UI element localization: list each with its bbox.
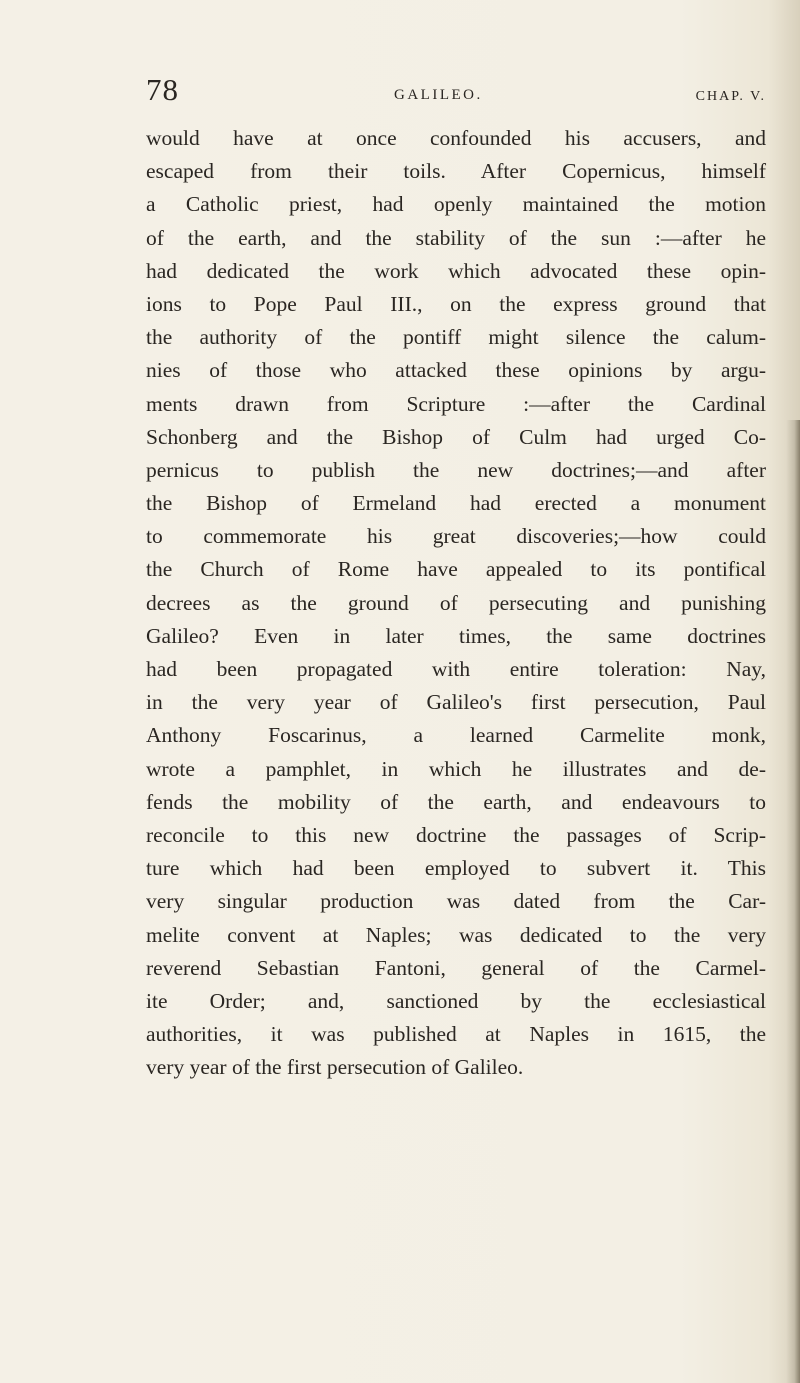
body-paragraph <box>146 122 766 1084</box>
text-line: Galileo? Even in later times, the same doctrines <box>146 623 766 648</box>
text-line: the Bishop of Ermeland had erected a monument <box>146 491 766 516</box>
text-line: to commemorate his great discoveries;—how could <box>146 524 766 549</box>
text-line: pernicus to publish the new doctrines;—and after <box>146 457 766 482</box>
text-line: the authority of the pontiff might silence the calum- <box>146 325 766 350</box>
text-line: ture which had been employed to subvert it. This <box>146 856 766 881</box>
text-line: nies of those who attacked these opinions by argu- <box>146 358 766 383</box>
running-title: GALILEO. <box>394 87 483 103</box>
text-line: had dedicated the work which advocated these opin- <box>146 258 766 283</box>
page-number: 78 <box>146 72 179 107</box>
text-line: a Catholic priest, had openly maintained the motion <box>146 192 766 217</box>
text-line: reverend Sebastian Fantoni, general of the Carmel- <box>146 955 766 980</box>
text-line: Anthony Foscarinus, a learned Carmelite monk, <box>146 723 766 748</box>
page-edge-shadow <box>786 420 800 1383</box>
text-line: fends the mobility of the earth, and endeavours to <box>146 789 766 814</box>
text-line: wrote a pamphlet, in which he illustrates and de- <box>146 756 766 781</box>
text-line: ments drawn from Scripture :—after the Cardinal <box>146 391 766 416</box>
text-line: would have at once confounded his accusers, and <box>146 126 766 150</box>
running-header <box>146 72 766 112</box>
text-line: ite Order; and, sanctioned by the ecclesiastical <box>146 988 766 1013</box>
chapter-label: CHAP. V. <box>695 89 766 104</box>
text-line: ions to Pope Paul III., on the express ground that <box>146 291 766 316</box>
text-line: Schonberg and the Bishop of Culm had urged Co- <box>146 424 766 449</box>
text-line: escaped from their toils. After Copernicus, himself <box>146 159 766 184</box>
text-line: reconcile to this new doctrine the passages of Scrip- <box>146 822 766 847</box>
text-line: melite convent at Naples; was dedicated to the very <box>146 922 766 947</box>
text-line: had been propagated with entire toleration: Nay, <box>146 657 766 681</box>
text-line: very year of the first persecution of Galileo. <box>146 1055 524 1080</box>
text-line: in the very year of Galileo's first persecution, Paul <box>146 690 766 715</box>
text-line: of the earth, and the stability of the sun :—after he <box>146 225 766 250</box>
text-line: very singular production was dated from the Car- <box>146 889 766 914</box>
text-line: authorities, it was published at Naples in 1615, the <box>146 1022 766 1047</box>
text-line: decrees as the ground of persecuting and punishing <box>146 590 766 615</box>
text-line: the Church of Rome have appealed to its pontifical <box>146 557 766 582</box>
